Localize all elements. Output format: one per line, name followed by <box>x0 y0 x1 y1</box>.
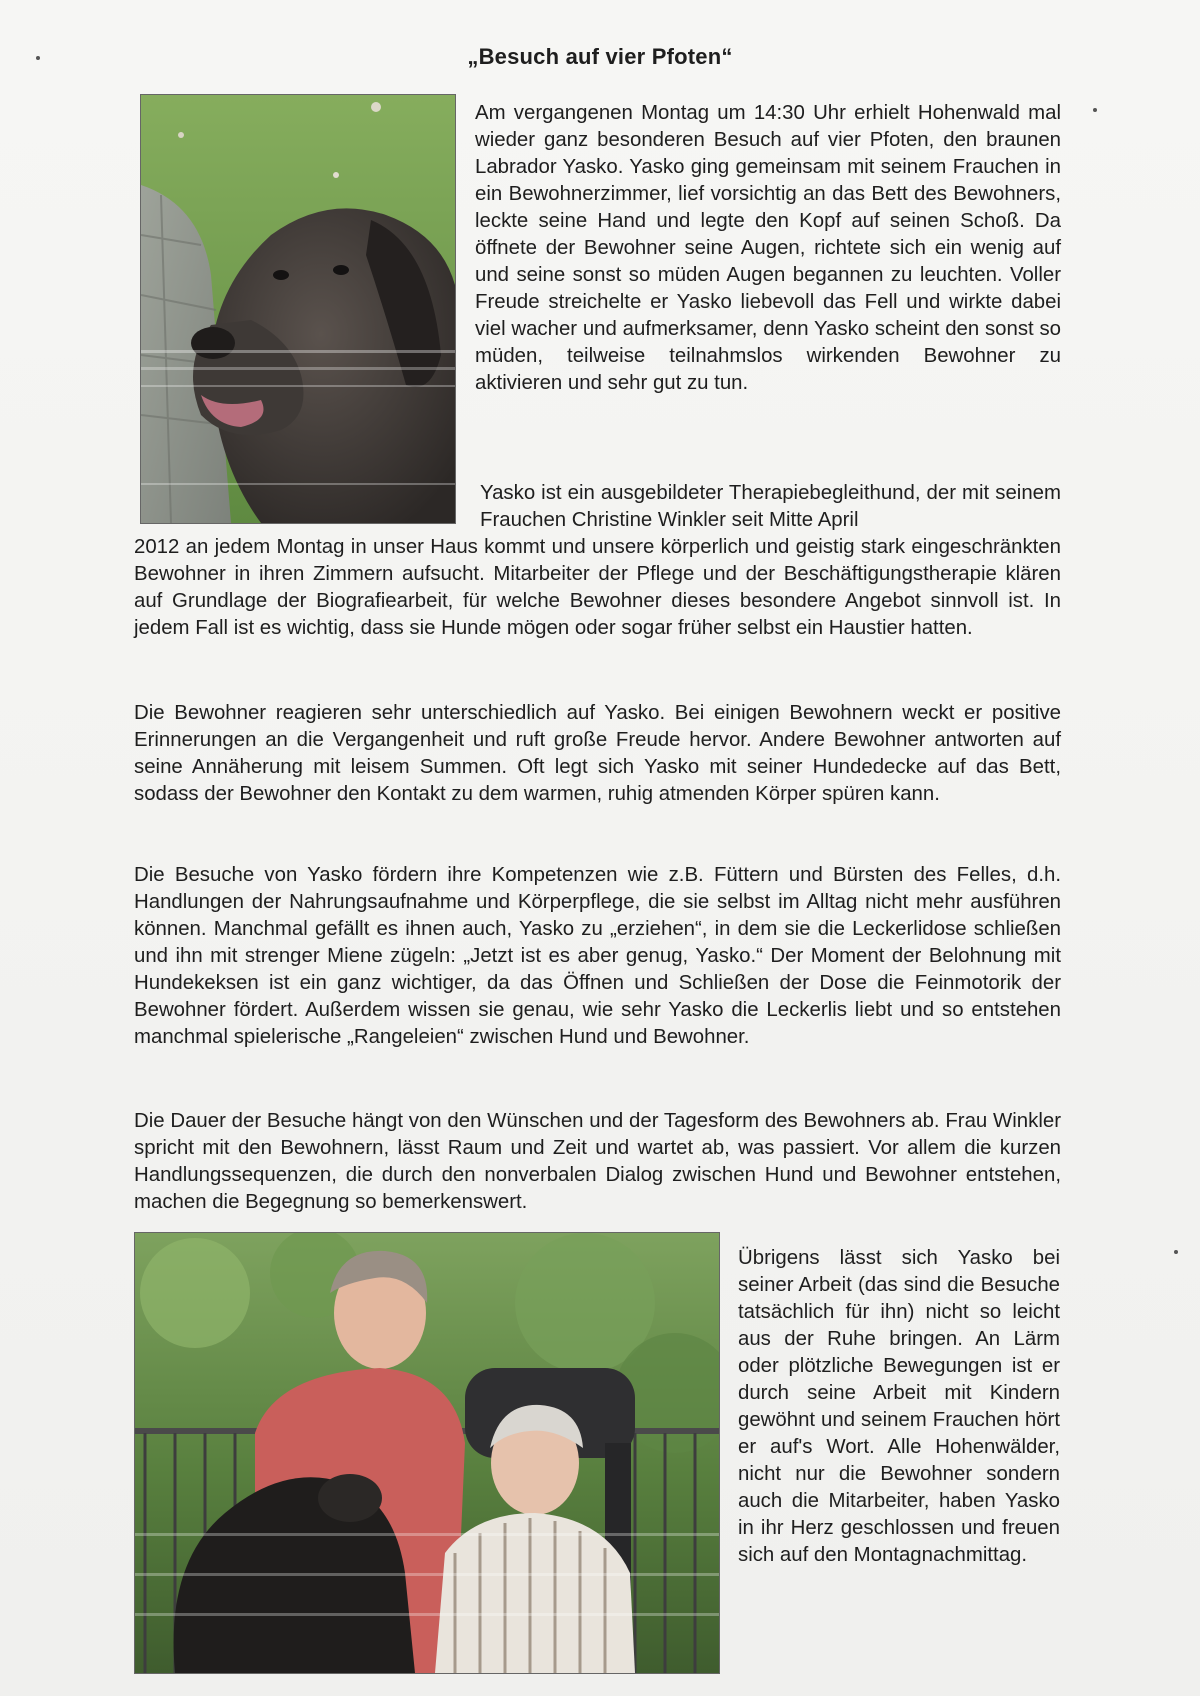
dog-photo-illustration <box>141 95 455 523</box>
paragraph-therapy-dog-continued: 2012 an jedem Montag in unser Haus kommt und unsere körperlich und geistig stark eingeschränkten Bewohner in ihren Zimmern aufsucht. Mitarbeiter der Pflege und der Beschäftigungstherapie klären auf Grundlage der Biografiearbeit, für welche Bewohner dieses besondere Angebot sinnvoll ist. In jedem Fall ist es wichtig, dass sie Hunde mögen oder sogar früher selbst ein Haustier hatten. <box>134 536 1061 639</box>
dog-photo <box>140 94 456 524</box>
paragraph-reactions: Die Bewohner reagieren sehr unterschiedlich auf Yasko. Bei einigen Bewohnern weckt er positive Erinnerungen an die Vergangenheit und ruft große Freude hervor. Andere Bewohner antworten auf seine Annäherung mit leisem Summen. Oft legt sich Yasko mit seiner Hundedecke auf das Bett, sodass der Bewohner den Kontakt zu dem warmen, ruhig atmenden Körper spüren kann. <box>134 702 1061 805</box>
scan-speck <box>1174 1250 1178 1254</box>
paragraph-duration: Die Dauer der Besuche hängt von den Wünschen und der Tagesform des Bewohners ab. Frau Winkler spricht mit den Bewohnern, lässt Raum und Zeit und wartet ab, was passiert. Vor allem die kurzen Handlungssequenzen, die durch den nonverbalen Dialog zwischen Hund und Bewohner entstehen, machen die Begegnung so bemerkenswert. <box>134 1110 1061 1213</box>
article-title: „Besuch auf vier Pfoten“ <box>467 44 733 69</box>
paragraph-closing: Übrigens lässt sich Yasko bei seiner Arbeit (das sind die Besuche tatsächlich für ihn) nicht so leicht aus der Ruhe bringen. An Lärm oder plötzliche Bewegungen ist er durch seine Arbeit mit Kindern gewöhnt und seinem Frauchen hört er auf's Wort. Alle Hohenwälder, nicht nur die Bewohner sondern auch die Mitarbeiter, haben Yasko in ihr Herz geschlossen und freuen sich auf den Montagnachmittag. <box>738 1247 1060 1566</box>
paragraph-intro: Am vergangenen Montag um 14:30 Uhr erhielt Hohenwald mal wieder ganz besonderen Besuch auf vier Pfoten, den braunen Labrador Yasko. Yasko ging gemeinsam mit seinem Frauchen in ein Bewohnerzimmer, lief vorsichtig an das Bett des Bewohners, leckte seine Hand und legte den Kopf auf seinen Schoß. Da öffnete der Bewohner seine Augen, richtete sich ein wenig auf und seine sonst so müden Augen begannen zu leuchten. Voller Freude streichelte er Yasko liebevoll das Fell und wirkte dabei viel wacher und aufmerksamer, denn Yasko scheint den sonst so müden, teilweise teilnahmslos wirkenden Bewohner zu aktivieren und sehr gut zu tun. <box>475 102 1061 394</box>
visit-photo <box>134 1232 720 1674</box>
scan-speck <box>1093 108 1097 112</box>
paragraph-therapy-dog-start: Yasko ist ein ausgebildeter Therapiebegleithund, der mit seinem Frauchen Christine Winkler seit Mitte April <box>480 482 1061 531</box>
visit-photo-illustration <box>135 1233 719 1673</box>
paragraph-competences: Die Besuche von Yasko fördern ihre Kompetenzen wie z.B. Füttern und Bürsten des Felles, d.h. Handlungen der Nahrungsaufnahme und Körperpflege, die sie selbst im Alltag nicht mehr ausführen können. Manchmal gefällt es ihnen auch, Yasko zu „erziehen“, in dem sie die Leckerlidose schließen und ihn mit strenger Miene zügeln: „Jetzt ist es aber genug, Yasko.“ Der Moment der Belohnung mit Hundekeksen ist ein ganz wichtiger, da das Öffnen und Schließen der Dose die Feinmotorik der Bewohner fördert. Außerdem wissen sie genau, wie sehr Yasko die Leckerlis liebt und so entstehen manchmal spielerische „Rangeleien“ zwischen Hund und Bewohner. <box>134 864 1061 1048</box>
